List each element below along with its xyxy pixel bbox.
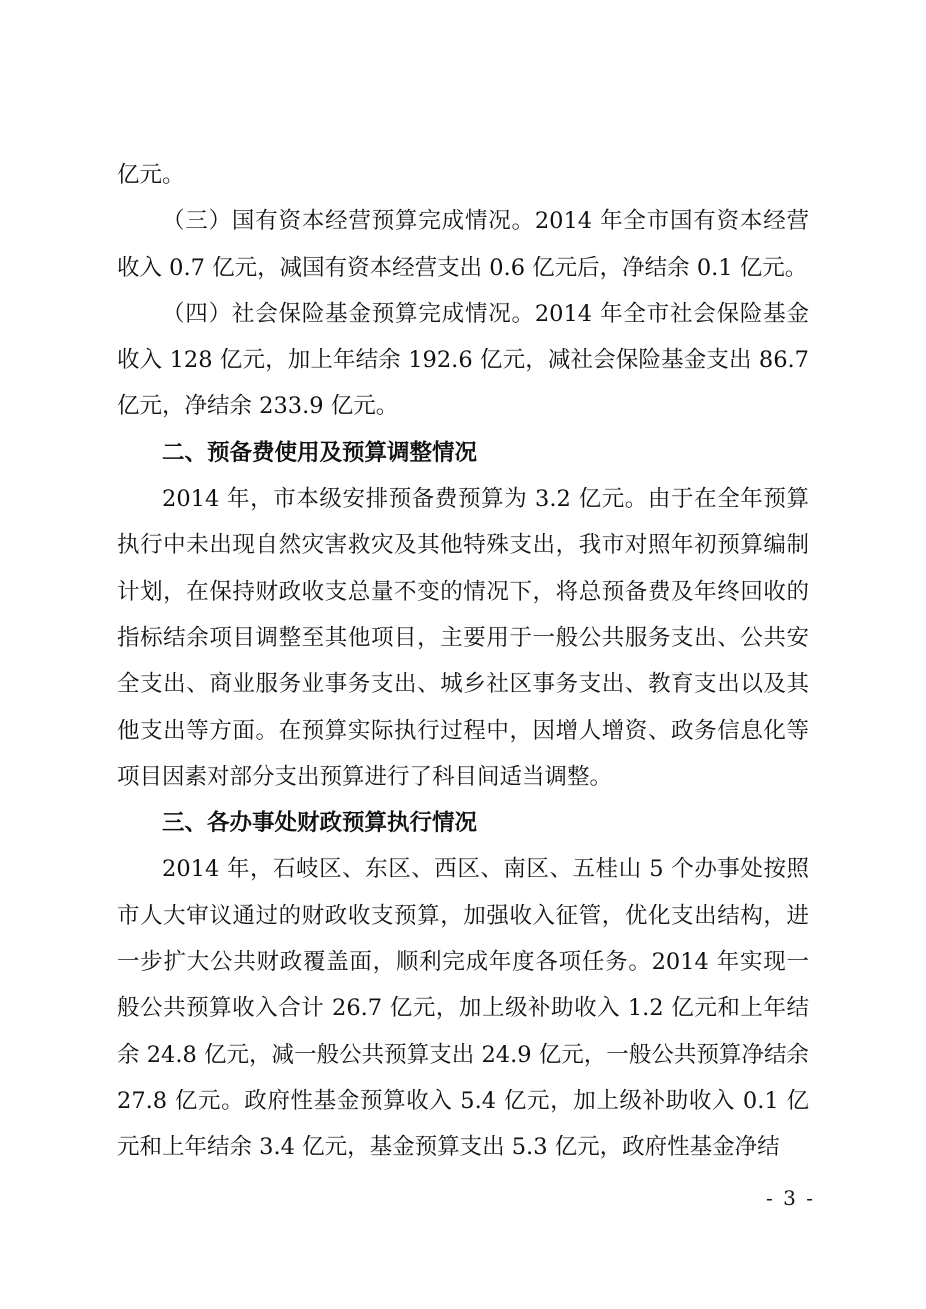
page-number: - 3 - <box>766 1186 815 1210</box>
section-heading-reserve-fund: 二、预备费使用及预算调整情况 <box>162 439 478 466</box>
document-body <box>117 152 809 1171</box>
paragraph-state-capital-budget: （三）国有资本经营预算完成情况。2014 年全市国有资本经营收入 0.7 亿元，减国有资本经营支出 0.6 亿元后，净结余 0.1 亿元。 <box>117 208 809 281</box>
paragraph-reserve-fund: 2014 年，市本级安排预备费预算为 3.2 亿元。由于在全年预算执行中未出现自然灾害救灾及其他特殊支出，我市对照年初预算编制计划，在保持财政收支总量不变的情况下，将总预备费及年终回收的指标结余项目调整至其他项目，主要用于一般公共服务支出、公共安全支出、商业服务业事务支出、城乡社区事务支出、教育支出以及其他支出等方面。在预算实际执行过程中，因增人增资、政务信息化等项目因素对部分支出预算进行了科目间适当调整。 <box>117 486 809 790</box>
paragraph-social-insurance-fund: （四）社会保险基金预算完成情况。2014 年全市社会保险基金收入 128 亿元，加上年结余 192.6 亿元，减社会保险基金支出 86.7 亿元，净结余 233.9 亿元。 <box>117 300 809 420</box>
section-heading-sub-district-offices: 三、各办事处财政预算执行情况 <box>162 810 478 837</box>
paragraph-sub-district-offices: 2014 年，石岐区、东区、西区、南区、五桂山 5 个办事处按照市人大审议通过的财政收支预算，加强收入征管，优化支出结构，进一步扩大公共财政覆盖面，顺利完成年度各项任务。2014 年实现一般公共预算收入合计 26.7 亿元，加上级补助收入 1.2 亿元和上年结余 24.8 亿元，减一般公共预算支出 24.9 亿元，一般公共预算净结余 27.8 亿元。政府性基金预算收入 5.4 亿元，加上级补助收入 0.1 亿元和上年结余 3.4 亿元，基金预算支出 5.3 亿元，政府性基金净结 <box>117 856 809 1161</box>
paragraph-continuation: 亿元。 <box>117 162 185 188</box>
